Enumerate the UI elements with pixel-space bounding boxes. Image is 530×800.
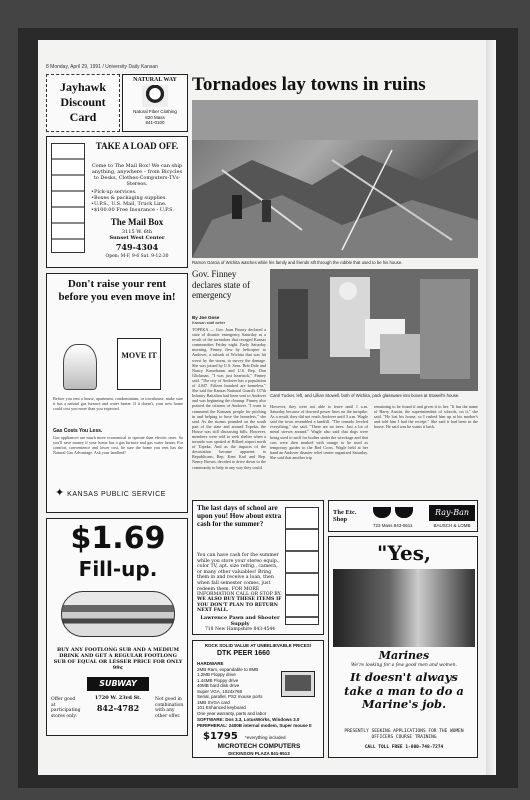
natural-way-title: NATURAL WAY [133,77,177,83]
newspaper-page [38,40,496,775]
marines-call: CALL TOLL FREE 1-800-748-7274 [364,745,444,750]
spec-line: 101 Enhanced keyboard [197,705,246,710]
marines-headline: "Yes, [377,541,431,565]
packing-glassware-photo [270,269,478,391]
subway-ad [46,518,188,736]
microtech-product: DTK PEER 1660 [217,650,270,657]
computer-icon [281,671,315,697]
etc-shop-ad [328,500,478,532]
mailbox-intro: Come to The Mail Box! We can ship anything, anywhere – from Bicycles to Desks, Clothes-Computers-TVs-Stereos. [91,163,183,187]
article-role: Kansan staff writer [192,320,226,325]
marines-ad [328,536,478,758]
marine-officer-photo [333,569,475,647]
article-column-2: However, they were not able to leave until 1 a.m. Saturday because of downed power lines on the turnpike. As a result, they did not reach Andover until 3 a.m. Wagle said the town resembled a landfill. "The tornado leveled everything," she said. "There are no trees. Just a lot of metal strewn around." Wagle also said that dogs were being used to sniff for bodies under the wreckage and that cars were then marked with orange to be used as temporary guides to the Red Cross. Wagle held at her hand an Andover disaster relief center organized Saturday. She said that another trip [270,404,368,460]
subway-note-left: Offer good at participating stores only. [51,697,81,719]
spec-line: 1.2MB Floppy drive [197,672,236,677]
kps-body-2: Gas appliances are much more economical to operate than electric ones. So you'll save money if your home has a gas furnace and gas water heater. For comfort, convenience and lower cost, be sure the home you rent has the Natural Gas Advantage. Ask your landlord! [53,435,183,456]
article-column-1: TOPEKA — Gov. Joan Finney declared a state of disaster emergency Saturday as a result of the tornadoes that ravaged Kansas communities Friday night. Early Saturday morning, Finney flew by helicopter to Andover, a suburb of Wichita that was hit worst by the storm, to survey the damage. She was joined by U.S. Sens. Bob Dole and Nancy Kassebaum and U.S. Rep. Dan Glickman. "I was just heartsick," Finney said. "The city of Andover has a population of 4,047. Fifteen hundred are homeless." She said the Kansas National Guard's 137th Infantry Battalion had been sent to Andover and was beginning the cleanup. Finney also praised the citizens of Andover. "I want to commend the Kansans people for pitching in and helping to hose the homeless," she said. As the storms pounded on the south part of the state and around Topeka, the House was still discussing bills. However, members were told to seek shelter when a tornado was spotted at Billard airport north of Topeka. And as the impacts of the devastation became apparent to Republicans, Rep. Kent Karl and Rep. Nancy Brown, decided to drive down to the community to help in any way they could. [192,327,266,470]
mailbox-bullet: •Pick-up services. [91,189,137,195]
microtech-software: SOFTWARE: Dos 3.3, LotusWorks, Windows 3.0 [197,717,300,722]
mailbox-bullets [91,189,187,213]
mailbox-bullet: •$100.00 Free Insurance - U.P.S. [91,207,174,213]
pawn-name: Lawrence Pawn and Shooter Supply [200,615,280,627]
mailbox-bullet: •Boxes & packaging supplies. [91,195,167,201]
microtech-banner: ROCK SOLID VALUE AT UNBELIEVABLE PRICES! [204,643,312,648]
pawn-body: You can have cash for the summer while you store your stereo equip., color TV, apt. size refrig., camera, or many other valuables! Bring them in and receive a loan, then when fall semester comes, just redeem them. FOR MORE INFORMATION CALL OR STOP BY. [197,553,282,598]
jayhawk-line-1: Jayhawk [59,80,106,94]
microtech-price-note: *everything included [245,735,286,740]
packing-illustration [270,269,478,391]
kps-logo-icon: ✦ [55,487,65,499]
kps-body: Before you rent a house, apartment, condominium, or townhouse, make sure it has a natural gas furnace and water heater. If it doesn't, your new home could cost you more than you expected. [53,396,183,412]
etc-shop-address: 723 Mass 843-0611 [373,523,413,528]
main-headline: Tornadoes lay towns in ruins [192,74,426,95]
natural-way-logo [142,85,168,107]
subway-fillup: Fill-up. [78,557,158,581]
rubble-illustration [192,100,478,258]
page-fold-shadow [486,40,496,775]
subway-logo: SUBWAY [87,677,149,691]
article-byline: By Joe Gose [192,315,220,320]
photo-caption-rubble: Ramon Garcia of Wichita watches while his family and friends sift through the rubble that used to be his house. [192,260,403,265]
subway-phone: 842-4782 [96,703,140,713]
microtech-address: DICKINSON PLAZA 841-9513 [228,751,290,756]
mailbox-address: 3115 W. 6th [121,229,153,235]
page-folio: 8 Monday, April 29, 1991 / University Daily Kansan [46,64,158,70]
subway-offer: BUY ANY FOOTLONG SUB AND A MEDIUM DRINK AND GET A REGULAR FOOTLONG SUB OF EQUAL OR LESSER PRICE FOR ONLY 99¢ [53,647,183,671]
article-headline: Gov. Finney declares state of emergency [192,269,250,300]
subway-address: 1720 W. 23rd St. [94,695,142,701]
mailbox-phone: 749-4304 [115,242,159,252]
pawn-guarantee: WE ALSO BUY THESE ITEMS IF YOU DON'T PLAN TO RETURN NEXT FALL. [197,597,282,614]
mailbox-ad [46,136,188,268]
mailbox-bullet: •U.P.S., U.S. Mail, Truck Line. [91,201,167,207]
marines-brand: Marines [378,649,430,662]
marines-tagline: It doesn't always take a man to do a Marine's job. [344,670,464,711]
microtech-price: $1795 [203,731,238,742]
spec-line: 40MB hard disk drive [197,683,240,688]
mailbox-name: The Mail Box [110,217,164,227]
pawn-address: 718 New Hampshire 843-4544 [204,627,276,632]
kps-brand [55,486,166,499]
natural-way-ad [122,74,188,132]
article-column-3: remaining to be found if and given it to her. "It has the name of Harry Austin, the superintendent of schools, on it," she said. "He lost his house, so I rushed him up at his mother's and told him I had the receipt." She said it had been in the house. He said was he wants it back. [374,404,478,430]
jayhawk-line-3: Card [69,110,97,124]
mover-figure [63,344,97,390]
move-it-sign: MOVE IT [121,351,157,360]
mailbox-title: TAKE A LOAD OFF. [95,141,179,151]
rayban-logo: Ray-Ban [429,505,475,521]
spec-line: Serial, parallel, PS2 mouse ports [197,694,263,699]
subway-price: $1.69 [70,521,166,556]
kansas-public-service-ad [46,273,188,513]
jayhawk-discount-card [46,74,120,132]
sunglasses-icon [373,507,417,519]
jayhawk-line-2: Discount [60,95,106,109]
mailbox-hours: Open: M-F, 9-6 Sat. 9-12:30 [105,254,169,259]
microtech-peripheral: PERIPHERAL: 2400B internal modem, Super mouse II [197,723,312,728]
spec-line: 1MB SVGA card [197,699,230,705]
kps-brand-name: KANSAS PUBLIC SERVICE [67,491,166,498]
marines-note: PRESENTLY SEEKING APPLICATIONS FOR THE WOMEN OFFICERS COURSE TRAINING [344,729,464,740]
natural-way-tagline: Natural Fiber Clothing [133,109,177,114]
photo-caption-packing: Carol Tucker, left, and Lillian Stowell, both of Wichita, pack glassware into boxes at Stowell's house. [270,393,460,398]
mailbox-illustration [51,143,85,253]
microtech-specs [197,661,277,716]
spec-line: HARDWARE [197,661,224,666]
kps-subhead: Gas Costs You Less. [53,428,103,434]
spec-line: 2MB Ram, expandable to 8MB [197,666,259,672]
microtech-ad [192,640,324,758]
subway-note-right: Not good in combination with any other offer. [155,697,184,719]
spec-line: 1.44MB Floppy drive [197,677,239,683]
spec-line: Super VGA, 1024x768 [197,688,243,694]
kps-headline: Don't raise your rent before you even move in! [58,278,176,303]
natural-way-address: 820 Mass [145,114,165,120]
spec-line: One year warranty, parts and labor [197,710,267,716]
pawn-headline: The last days of school are upon you! How about extra cash for the summer? [197,504,282,529]
natural-way-phone: 841-0100 [145,120,165,125]
microtech-name: MICROTECH COMPUTERS [217,743,301,750]
sub-sandwich-illustration [61,591,175,637]
tornado-rubble-photo [192,100,478,258]
mailbox-center: Sunset West Center [109,235,165,241]
marines-sub: We're looking for a few good men and women. [351,663,457,668]
rayban-sub: BAUSCH & LOMB [433,523,471,528]
stacked-valuables-illustration [285,507,319,625]
etc-shop-name: The Etc. Shop [333,509,357,523]
moving-truck-illustration [117,338,161,390]
pawn-shop-ad [192,500,324,635]
